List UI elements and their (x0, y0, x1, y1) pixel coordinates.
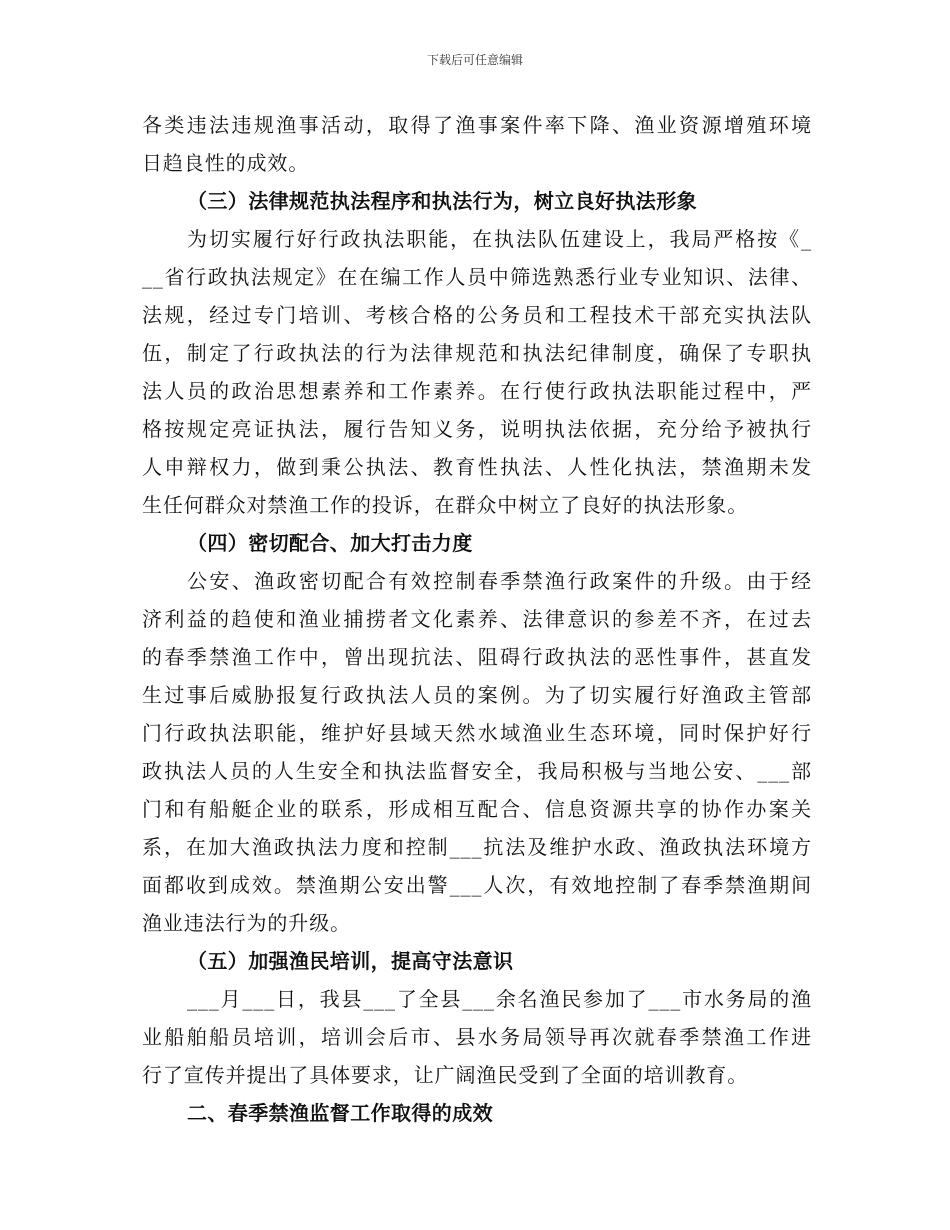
section-heading: （三）法律规范执法程序和执法行为，树立良好执法形象 (187, 189, 697, 213)
paragraph-line: 各类违法违规渔事活动，取得了渔事案件率下降、渔业资源增殖环境 (142, 113, 812, 137)
paragraph-line: 济利益的趋使和渔业捕捞者文化素养、法律意识的参差不齐，在过去 (142, 607, 812, 631)
section-heading: 二、春季禁渔监督工作取得的成效 (187, 1101, 493, 1125)
paragraph-line: 公安、渔政密切配合有效控制春季禁渔行政案件的升级。由于经 (187, 569, 812, 593)
paragraph-line: 法人员的政治思想素养和工作素养。在行使行政执法职能过程中，严 (142, 379, 812, 403)
paragraph-line: 行了宣传并提出了具体要求，让广阔渔民受到了全面的培训教育。 (142, 1063, 749, 1087)
paragraph-line: 日趋良性的成效。 (142, 151, 310, 175)
paragraph-line: 伍，制定了行政执法的行为法律规范和执法纪律制度，确保了专职执 (142, 341, 812, 365)
paragraph-line: 生任何群众对禁渔工作的投诉，在群众中树立了良好的执法形象。 (142, 493, 749, 517)
paragraph-line: 门和有船艇企业的联系，形成相互配合、信息资源共享的协作办案关 (142, 797, 812, 821)
paragraph-line: 法规，经过专门培训、考核合格的公务员和工程技术干部充实执法队 (142, 303, 812, 327)
paragraph-line: 门行政执法职能，维护好县域天然水域渔业生态环境，同时保护好行 (142, 721, 812, 745)
paragraph-line: 系，在加大渔政执法力度和控制___抗法及维护水政、渔政执法环境方 (142, 835, 812, 859)
paragraph-line: 面都收到成效。禁渔期公安出警___人次，有效地控制了春季禁渔期间 (142, 873, 812, 897)
paragraph-line: 生过事后威胁报复行政执法人员的案例。为了切实履行好渔政主管部 (142, 683, 812, 707)
section-heading: （四）密切配合、加大打击力度 (187, 531, 473, 555)
page-header: 下载后可任意编辑 (426, 53, 523, 67)
paragraph-line: 渔业违法行为的升级。 (142, 911, 351, 935)
paragraph-line: 人申辩权力，做到秉公执法、教育性执法、人性化执法，禁渔期未发 (142, 455, 812, 479)
paragraph-line: 为切实履行好行政执法职能，在执法队伍建设上，我局严格按《_ (187, 227, 812, 251)
paragraph-line: 业船舶船员培训，培训会后市、县水务局领导再次就春季禁渔工作进 (142, 1025, 812, 1049)
paragraph-line: ___月___日，我县___了全县___余名渔民参加了___市水务局的渔 (187, 987, 812, 1011)
paragraph-line: 的春季禁渔工作中，曾出现抗法、阻碍行政执法的恶性事件，甚直发 (142, 645, 812, 669)
paragraph-line: 格按规定亮证执法，履行告知义务，说明执法依据，充分给予被执行 (142, 417, 812, 441)
document-body (142, 106, 812, 1132)
section-heading: （五）加强渔民培训，提高守法意识 (187, 949, 514, 973)
paragraph-line: __省行政执法规定》在在编工作人员中筛选熟悉行业专业知识、法律、 (142, 265, 812, 289)
paragraph-line: 政执法人员的人生安全和执法监督安全，我局积极与当地公安、___部 (142, 759, 812, 783)
